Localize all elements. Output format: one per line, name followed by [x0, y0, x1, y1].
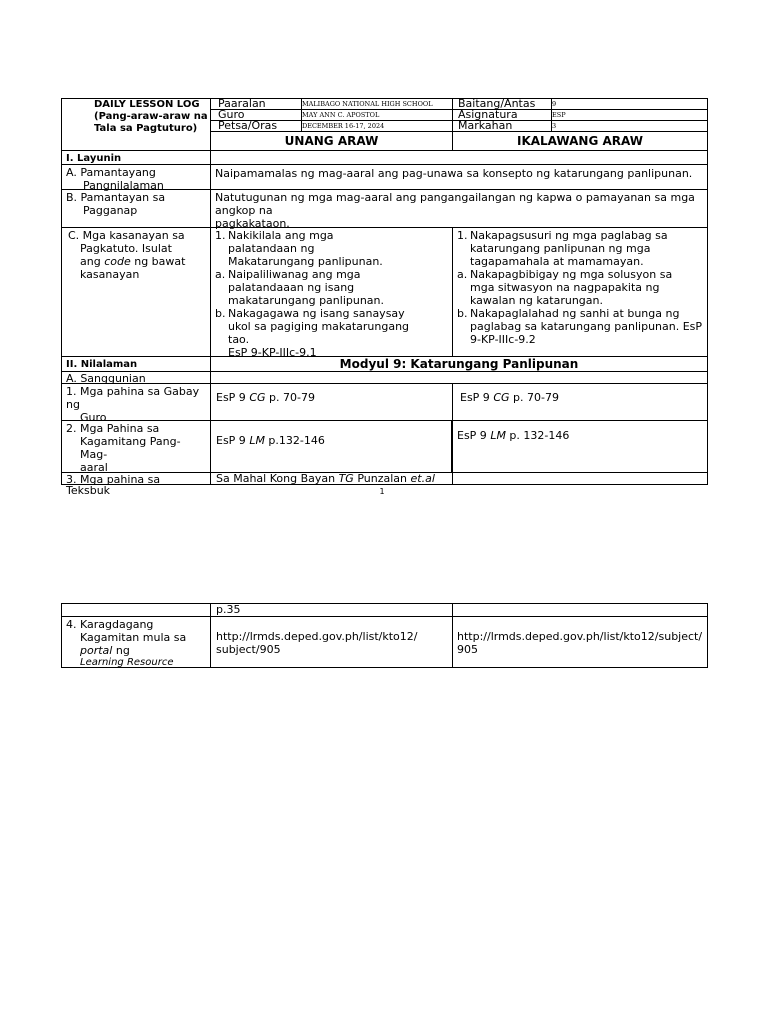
guro-label: Guro [218, 108, 245, 121]
pamantayan-sa-pagganap-text: Natutugunan ng mga mag-aaral ang pangangailangan ng kapwa o pamayanan sa mga angkop na pagkakataon. [210, 189, 708, 228]
kagamitang-pang-mag-aaral-label: 2. Mga Pahina sa Kagamitang Pang- Mag- aaral [61, 420, 211, 473]
paaralan-label: Paaralan [218, 97, 266, 110]
asignatura-label: Asignatura [458, 108, 518, 121]
day1-objective-a: a. Naipaliliwanag ang mga palatandaaan ng isang makatarungang panlipunan. [215, 268, 385, 307]
day2-lm-pages: EsP 9 LM p. 132-146 [452, 420, 708, 473]
teksbuk-cont-label [61, 603, 211, 617]
day2-cg-pages: EsP 9 CG p. 70-79 [452, 383, 708, 421]
petsa-value: DECEMBER 16-17, 2024 [302, 122, 385, 130]
petsa-label: Petsa/Oras [218, 119, 278, 132]
day2-lrmds-link[interactable]: http://lrmds.deped.gov.ph/list/kto12/subject/ 905 [452, 616, 708, 668]
day2-header: IKALAWANG ARAW [452, 131, 708, 151]
day2-objectives [452, 227, 708, 357]
day1-lm-pages: EsP 9 LM p.132-146 [210, 420, 453, 473]
sanggunian-label: A. Sanggunian [61, 371, 211, 384]
markahan-value: 3 [552, 122, 557, 130]
asignatura-value: ESP [552, 111, 566, 119]
pamantayang-pangnilalaman-text: Naipamamalas ng mag-aaral ang pag-unawa sa konsepto ng katarungang panlipunan. [210, 164, 708, 190]
karagdagang-kagamitan-label: 4. Karagdagang Kagamitan mula sa portal ng Learning Resource [61, 616, 211, 668]
day2-teksbuk [452, 472, 708, 485]
modyul-title: Modyul 9: Katarungang Panlipunan [210, 356, 708, 372]
pamantayang-pangnilalaman-label: A. Pamantayang Pangnilalaman [61, 164, 211, 190]
day2-objective-b: b. Nakapaglalahad ng sanhi at bunga ng paglabag sa katarungang panlipunan. EsP 9-KP-IIIc-9.2 [457, 307, 703, 346]
document-title: DAILY LESSON LOG (Pang-araw-araw na Tala sa Pagtuturo) [94, 99, 208, 134]
day1-header: UNANG ARAW [210, 131, 453, 151]
day1-objective-b: b. Nakagagawa ng isang sanaysay ukol sa pagiging makatarungang tao. EsP 9-KP-IIIc-9.1 [215, 307, 410, 359]
day1-cg-pages: EsP 9 CG p. 70-79 [210, 383, 453, 421]
day1-teksbuk: Sa Mahal Kong Bayan TG Punzalan et.al [210, 472, 453, 485]
day2-objective-a: a. Nakapagbibigay ng mga solusyon sa mga sitwasyon na nagpapakita ng kawalan ng katarungan. [457, 268, 673, 307]
baitang-value: 9 [552, 100, 557, 108]
mga-kasanayan-label: C. Mga kasanayan sa Pagkatuto. Isulat ang code ng bawat kasanayan [61, 227, 211, 357]
markahan-label: Markahan [458, 119, 513, 132]
day1-teksbuk-cont: p.35 [210, 603, 453, 617]
pamantayan-sa-pagganap-label: B. Pamantayan sa Pagganap [61, 189, 211, 228]
layunin-section-blank [210, 150, 708, 165]
teksbuk-label: 3. Mga pahina sa Teksbuk [61, 472, 211, 485]
page-number: 1 [379, 487, 385, 496]
day2-objective-1: 1. Nakapagsusuri ng mga paglabag sa katarungang panlipunan ng mga tagapamahala at mamamayan. [457, 229, 668, 268]
baitang-label: Baitang/Antas [458, 97, 536, 110]
guro-value: MAY ANN C. APOSTOL [302, 111, 380, 119]
layunin-section-label: I. Layunin [61, 150, 211, 165]
paaralan-value: MALIBAGO NATIONAL HIGH SCHOOL [302, 100, 433, 108]
day2-teksbuk-cont [452, 603, 708, 617]
gabay-ng-guro-label: 1. Mga pahina sa Gabay ng Guro [61, 383, 211, 421]
day1-lrmds-link[interactable]: http://lrmds.deped.gov.ph/list/kto12/ subject/905 [210, 616, 453, 668]
nilalaman-section-label: II. Nilalaman [61, 356, 211, 372]
day1-objective-1: 1. Nakikilala ang mga palatandaan ng Makatarungang panlipunan. [215, 229, 383, 268]
day1-objectives [210, 227, 453, 357]
